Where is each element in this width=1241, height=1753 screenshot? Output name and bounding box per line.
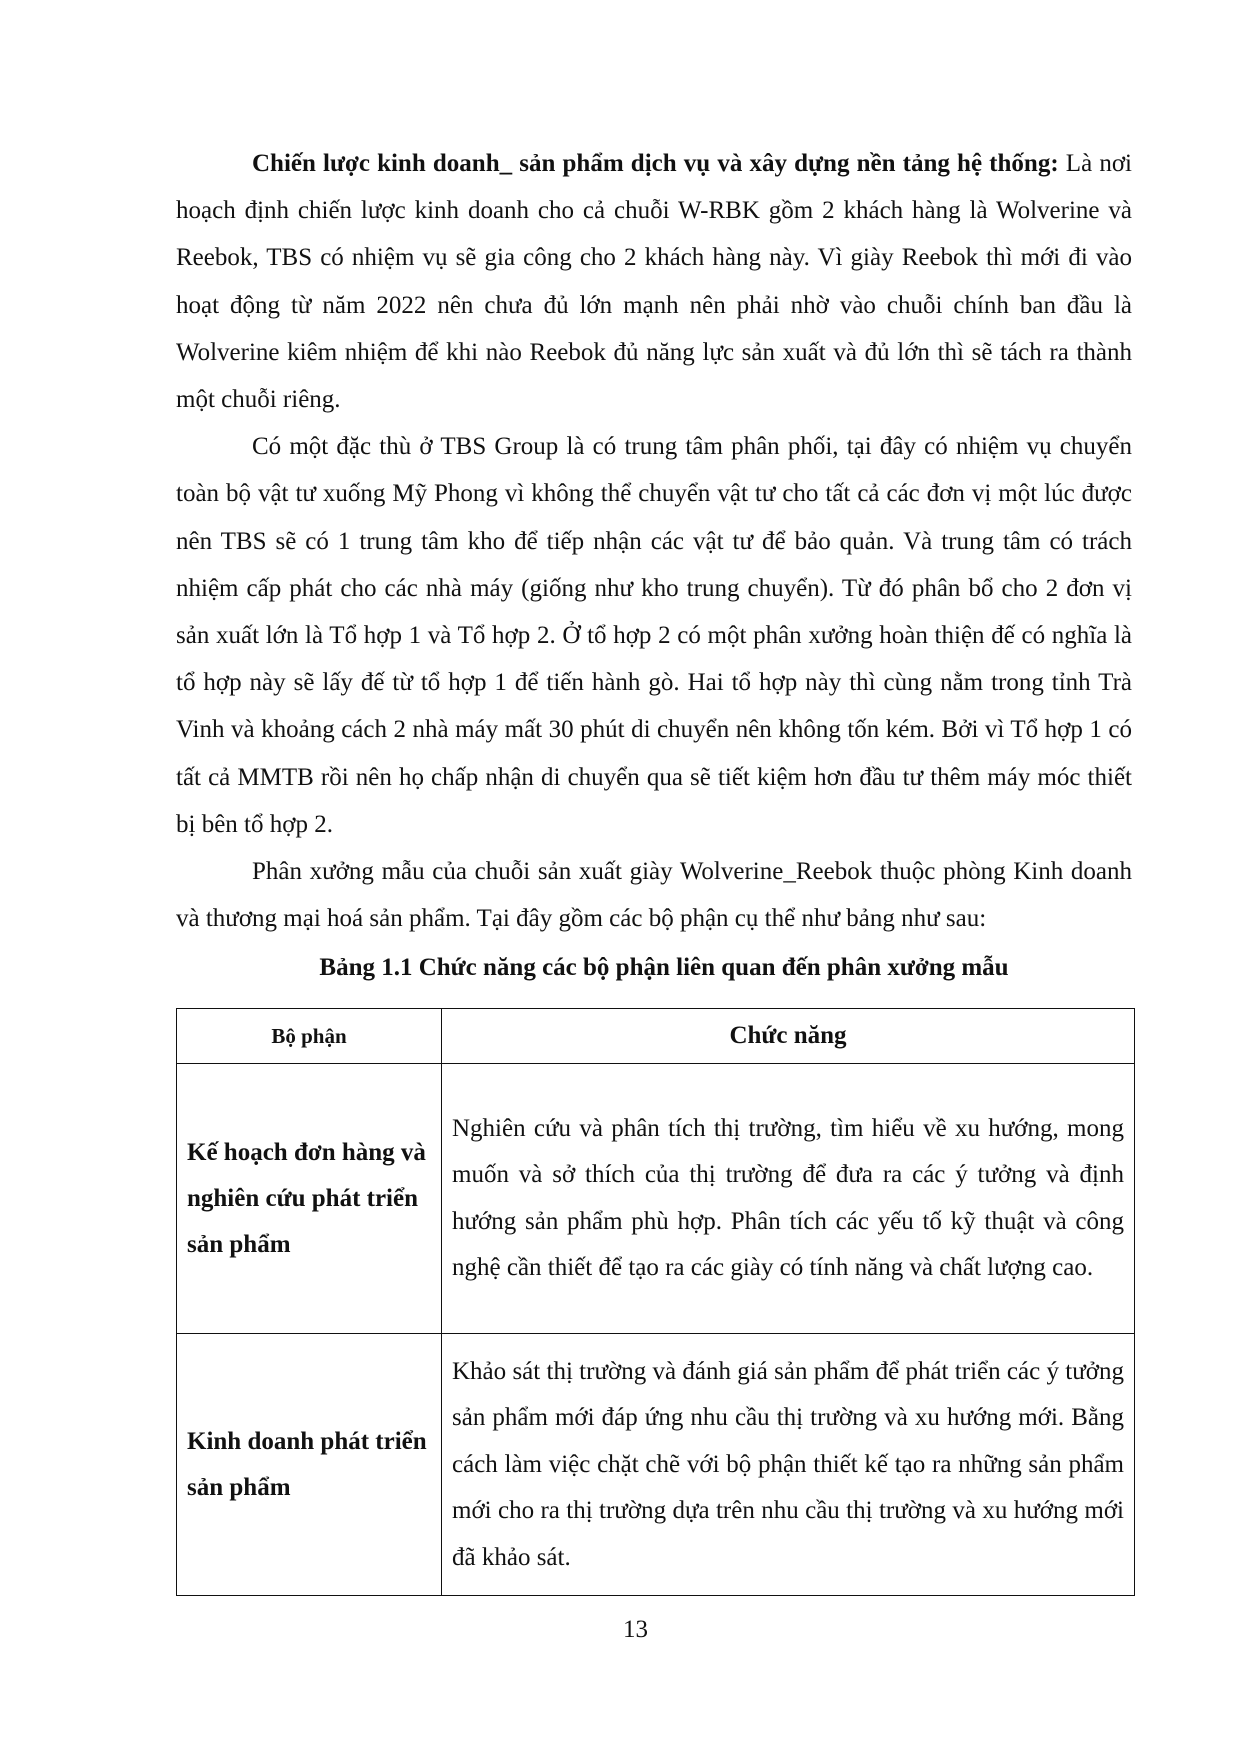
department-cell: Kinh doanh phát triển sản phẩm	[177, 1334, 442, 1596]
page-number: 13	[623, 1616, 648, 1643]
department-cell: Kế hoạch đơn hàng và nghiên cứu phát triển sản phẩm	[177, 1064, 442, 1334]
document-page	[176, 140, 1132, 1596]
paragraph-body: Là nơi hoạch định chiến lược kinh doanh cho cả chuỗi W-RBK gồm 2 khách hàng là Wolverine và Reebok, TBS có nhiệm vụ sẽ gia công cho 2 khách hàng này. Vì giày Reebok thì mới đi vào hoạt động từ năm 2022 nên chưa đủ lớn mạnh nên phải nhờ vào chuỗi chính ban đầu là Wolverine kiêm nhiệm để khi nào Reebok đủ năng lực sản xuất và đủ lớn thì sẽ tách ra thành một chuỗi riêng.	[176, 150, 1132, 414]
function-cell: Khảo sát thị trường và đánh giá sản phẩm để phát triển các ý tưởng sản phẩm mới đáp ứng nhu cầu thị trường và xu hướng mới. Bằng cách làm việc chặt chẽ với bộ phận thiết kế tạo ra những sản phẩm mới cho ra thị trường dựa trên nhu cầu thị trường và xu hướng mới đã khảo sát.	[442, 1334, 1135, 1596]
table-row	[177, 1064, 1135, 1334]
table-caption: Bảng 1.1 Chức năng các bộ phận liên quan đến phân xưởng mẫu	[319, 954, 1009, 982]
header-department: Bộ phận	[177, 1009, 442, 1064]
paragraph-sample-workshop: Phân xưởng mẫu của chuỗi sản xuất giày Wolverine_Reebok thuộc phòng Kinh doanh và thương mại hoá sản phẩm. Tại đây gồm các bộ phận cụ thể như bảng như sau:	[176, 858, 1132, 933]
function-cell: Nghiên cứu và phân tích thị trường, tìm hiểu về xu hướng, mong muốn và sở thích của thị trường để đưa ra các ý tưởng và định hướng sản phẩm phù hợp. Phân tích các yếu tố kỹ thuật và công nghệ cần thiết để tạo ra các giày có tính năng và chất lượng cao.	[442, 1064, 1135, 1334]
paragraph-business-strategy	[176, 140, 1132, 423]
header-function: Chức năng	[442, 1009, 1135, 1064]
table-row	[177, 1334, 1135, 1596]
paragraph-distribution-center: Có một đặc thù ở TBS Group là có trung tâm phân phối, tại đây có nhiệm vụ chuyển toàn bộ vật tư xuống Mỹ Phong vì không thể chuyển vật tư cho tất cả các đơn vị một lúc được nên TBS sẽ có 1 trung tâm kho để tiếp nhận các vật tư để bảo quản. Và trung tâm có trách nhiệm cấp phát cho các nhà máy (giống như kho trung chuyển). Từ đó phân bổ cho 2 đơn vị sản xuất lớn là Tổ hợp 1 và Tổ hợp 2. Ở tổ hợp 2 có một phân xưởng hoàn thiện đế có nghĩa là tổ hợp này sẽ lấy đế từ tổ hợp 1 để tiến hành gò. Hai tổ hợp này thì cùng nằm trong tỉnh Trà Vinh và khoảng cách 2 nhà máy mất 30 phút di chuyển nên không tốn kém. Bởi vì Tổ hợp 1 có tất cả MMTB rồi nên họ chấp nhận di chuyển qua sẽ tiết kiệm hơn đầu tư thêm máy móc thiết bị bên tổ hợp 2.	[176, 433, 1132, 838]
table-header-row	[177, 1009, 1135, 1064]
paragraph-lead-heading: Chiến lược kinh doanh_ sản phẩm dịch vụ và xây dựng nền tảng hệ thống:	[252, 150, 1059, 177]
department-function-table	[176, 1008, 1135, 1596]
